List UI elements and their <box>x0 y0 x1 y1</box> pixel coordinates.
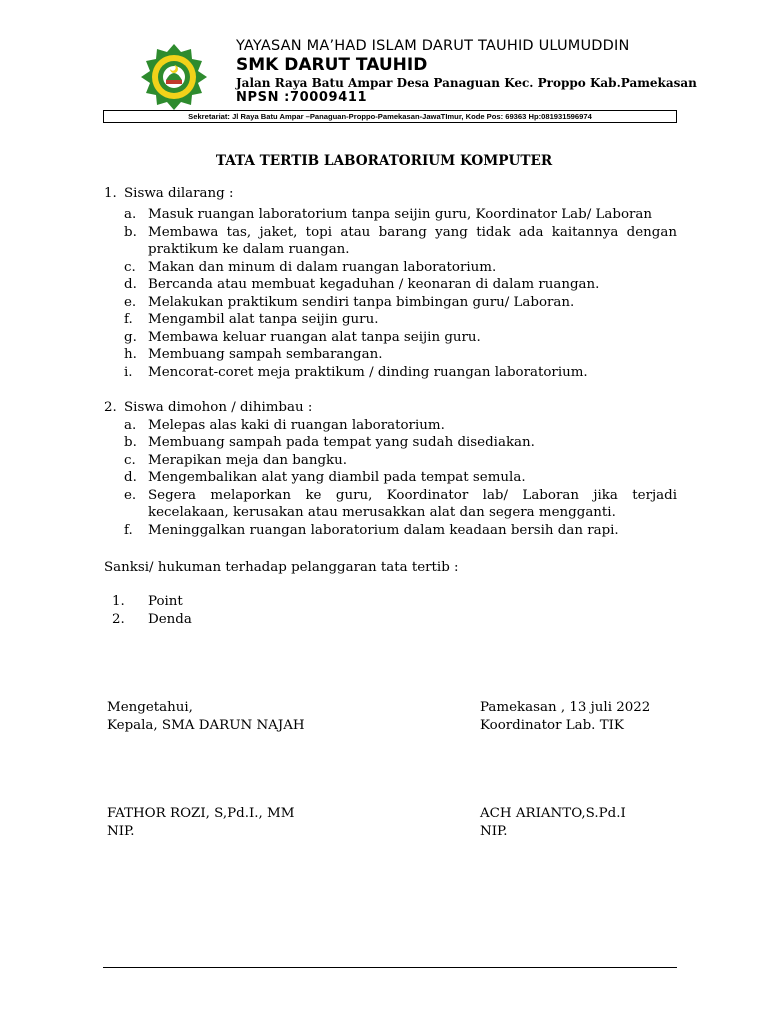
list-item: Melepas alas kaki di ruangan laboratorium. <box>148 418 445 433</box>
list-item-continuation: kecelakaan, kerusakan atau merusakkan alat dan segera mengganti. <box>148 505 616 520</box>
section-number: 1. <box>104 186 117 201</box>
footer-divider <box>103 967 677 968</box>
list-item: Bercanda atau membuat kegaduhan / keonaran di dalam ruangan. <box>148 277 600 292</box>
document-title: TATA TERTIB LABORATORIUM KOMPUTER <box>215 153 553 169</box>
list-item: Membuang sampah pada tempat yang sudah disediakan. <box>148 435 535 450</box>
list-item: Membuang sampah sembarangan. <box>148 347 383 362</box>
list-item: Makan dan minum di dalam ruangan laboratorium. <box>148 260 497 275</box>
signature-right-line2: Koordinator Lab. TIK <box>480 718 624 733</box>
list-letter: d. <box>124 277 137 292</box>
signature-left-name: FATHOR ROZI, S,Pd.I., MM <box>107 806 295 821</box>
list-letter: e. <box>124 295 137 310</box>
list-letter: c. <box>124 453 136 468</box>
list-item: Mencorat-coret meja praktikum / dinding ruangan laboratorium. <box>148 365 588 380</box>
signature-left-nip: NIP. <box>107 824 135 839</box>
list-item: Point <box>148 594 183 609</box>
list-letter: a. <box>124 207 137 222</box>
list-letter: i. <box>124 365 133 380</box>
list-item-continuation: praktikum ke dalam ruangan. <box>148 242 350 257</box>
list-letter: c. <box>124 260 136 275</box>
list-letter: e. <box>124 488 137 503</box>
list-item: Denda <box>148 612 192 627</box>
list-item: Melakukan praktikum sendiri tanpa bimbingan guru/ Laboran. <box>148 295 575 310</box>
list-letter: a. <box>124 418 137 433</box>
list-letter: b. <box>124 225 137 240</box>
list-item: Membawa keluar ruangan alat tanpa seijin guru. <box>148 330 481 345</box>
section-heading: Siswa dilarang : <box>124 186 234 201</box>
school-name: SMK DARUT TAUHID <box>236 55 428 75</box>
school-logo-icon <box>137 44 211 110</box>
list-number: 1. <box>112 594 125 609</box>
signature-right-nip: NIP. <box>480 824 508 839</box>
foundation-name: YAYASAN MA’HAD ISLAM DARUT TAUHID ULUMUDDIN <box>236 38 630 54</box>
section-heading: Siswa dimohon / dihimbau : <box>124 400 313 415</box>
signature-right-name: ACH ARIANTO,S.Pd.I <box>480 806 626 821</box>
list-item: Mengembalikan alat yang diambil pada tempat semula. <box>148 470 526 485</box>
list-item: Meninggalkan ruangan laboratorium dalam keadaan bersih dan rapi. <box>148 523 619 538</box>
list-letter: b. <box>124 435 137 450</box>
list-letter: f. <box>124 523 133 538</box>
sanctions-heading: Sanksi/ hukuman terhadap pelanggaran tata tertib : <box>104 560 459 575</box>
npsn: NPSN :70009411 <box>236 90 368 105</box>
list-letter: f. <box>124 312 133 327</box>
signature-left-line1: Mengetahui, <box>107 700 193 715</box>
list-letter: h. <box>124 347 137 362</box>
secretariat-box: Sekretariat: Jl Raya Batu Ampar –Panaguan-Proppo-Pamekasan-JawaTImur, Kode Pos: 69363 Hp:081931596974 <box>103 110 677 123</box>
section-number: 2. <box>104 400 117 415</box>
list-item: Mengambil alat tanpa seijin guru. <box>148 312 379 327</box>
list-item: Membawa tas, jaket, topi atau barang yang tidak ada kaitannya dengan <box>148 225 677 240</box>
list-item: Segera melaporkan ke guru, Koordinator lab/ Laboran jika terjadi <box>148 488 677 503</box>
signature-right-line1: Pamekasan , 13 juli 2022 <box>480 700 651 715</box>
list-letter: g. <box>124 330 137 345</box>
list-letter: d. <box>124 470 137 485</box>
list-item: Merapikan meja dan bangku. <box>148 453 348 468</box>
list-number: 2. <box>112 612 125 627</box>
signature-left-line2: Kepala, SMA DARUN NAJAH <box>107 718 305 733</box>
school-address: Jalan Raya Batu Ampar Desa Panaguan Kec. Proppo Kab.Pamekasan <box>236 76 697 90</box>
list-item: Masuk ruangan laboratorium tanpa seijin guru, Koordinator Lab/ Laboran <box>148 207 653 222</box>
